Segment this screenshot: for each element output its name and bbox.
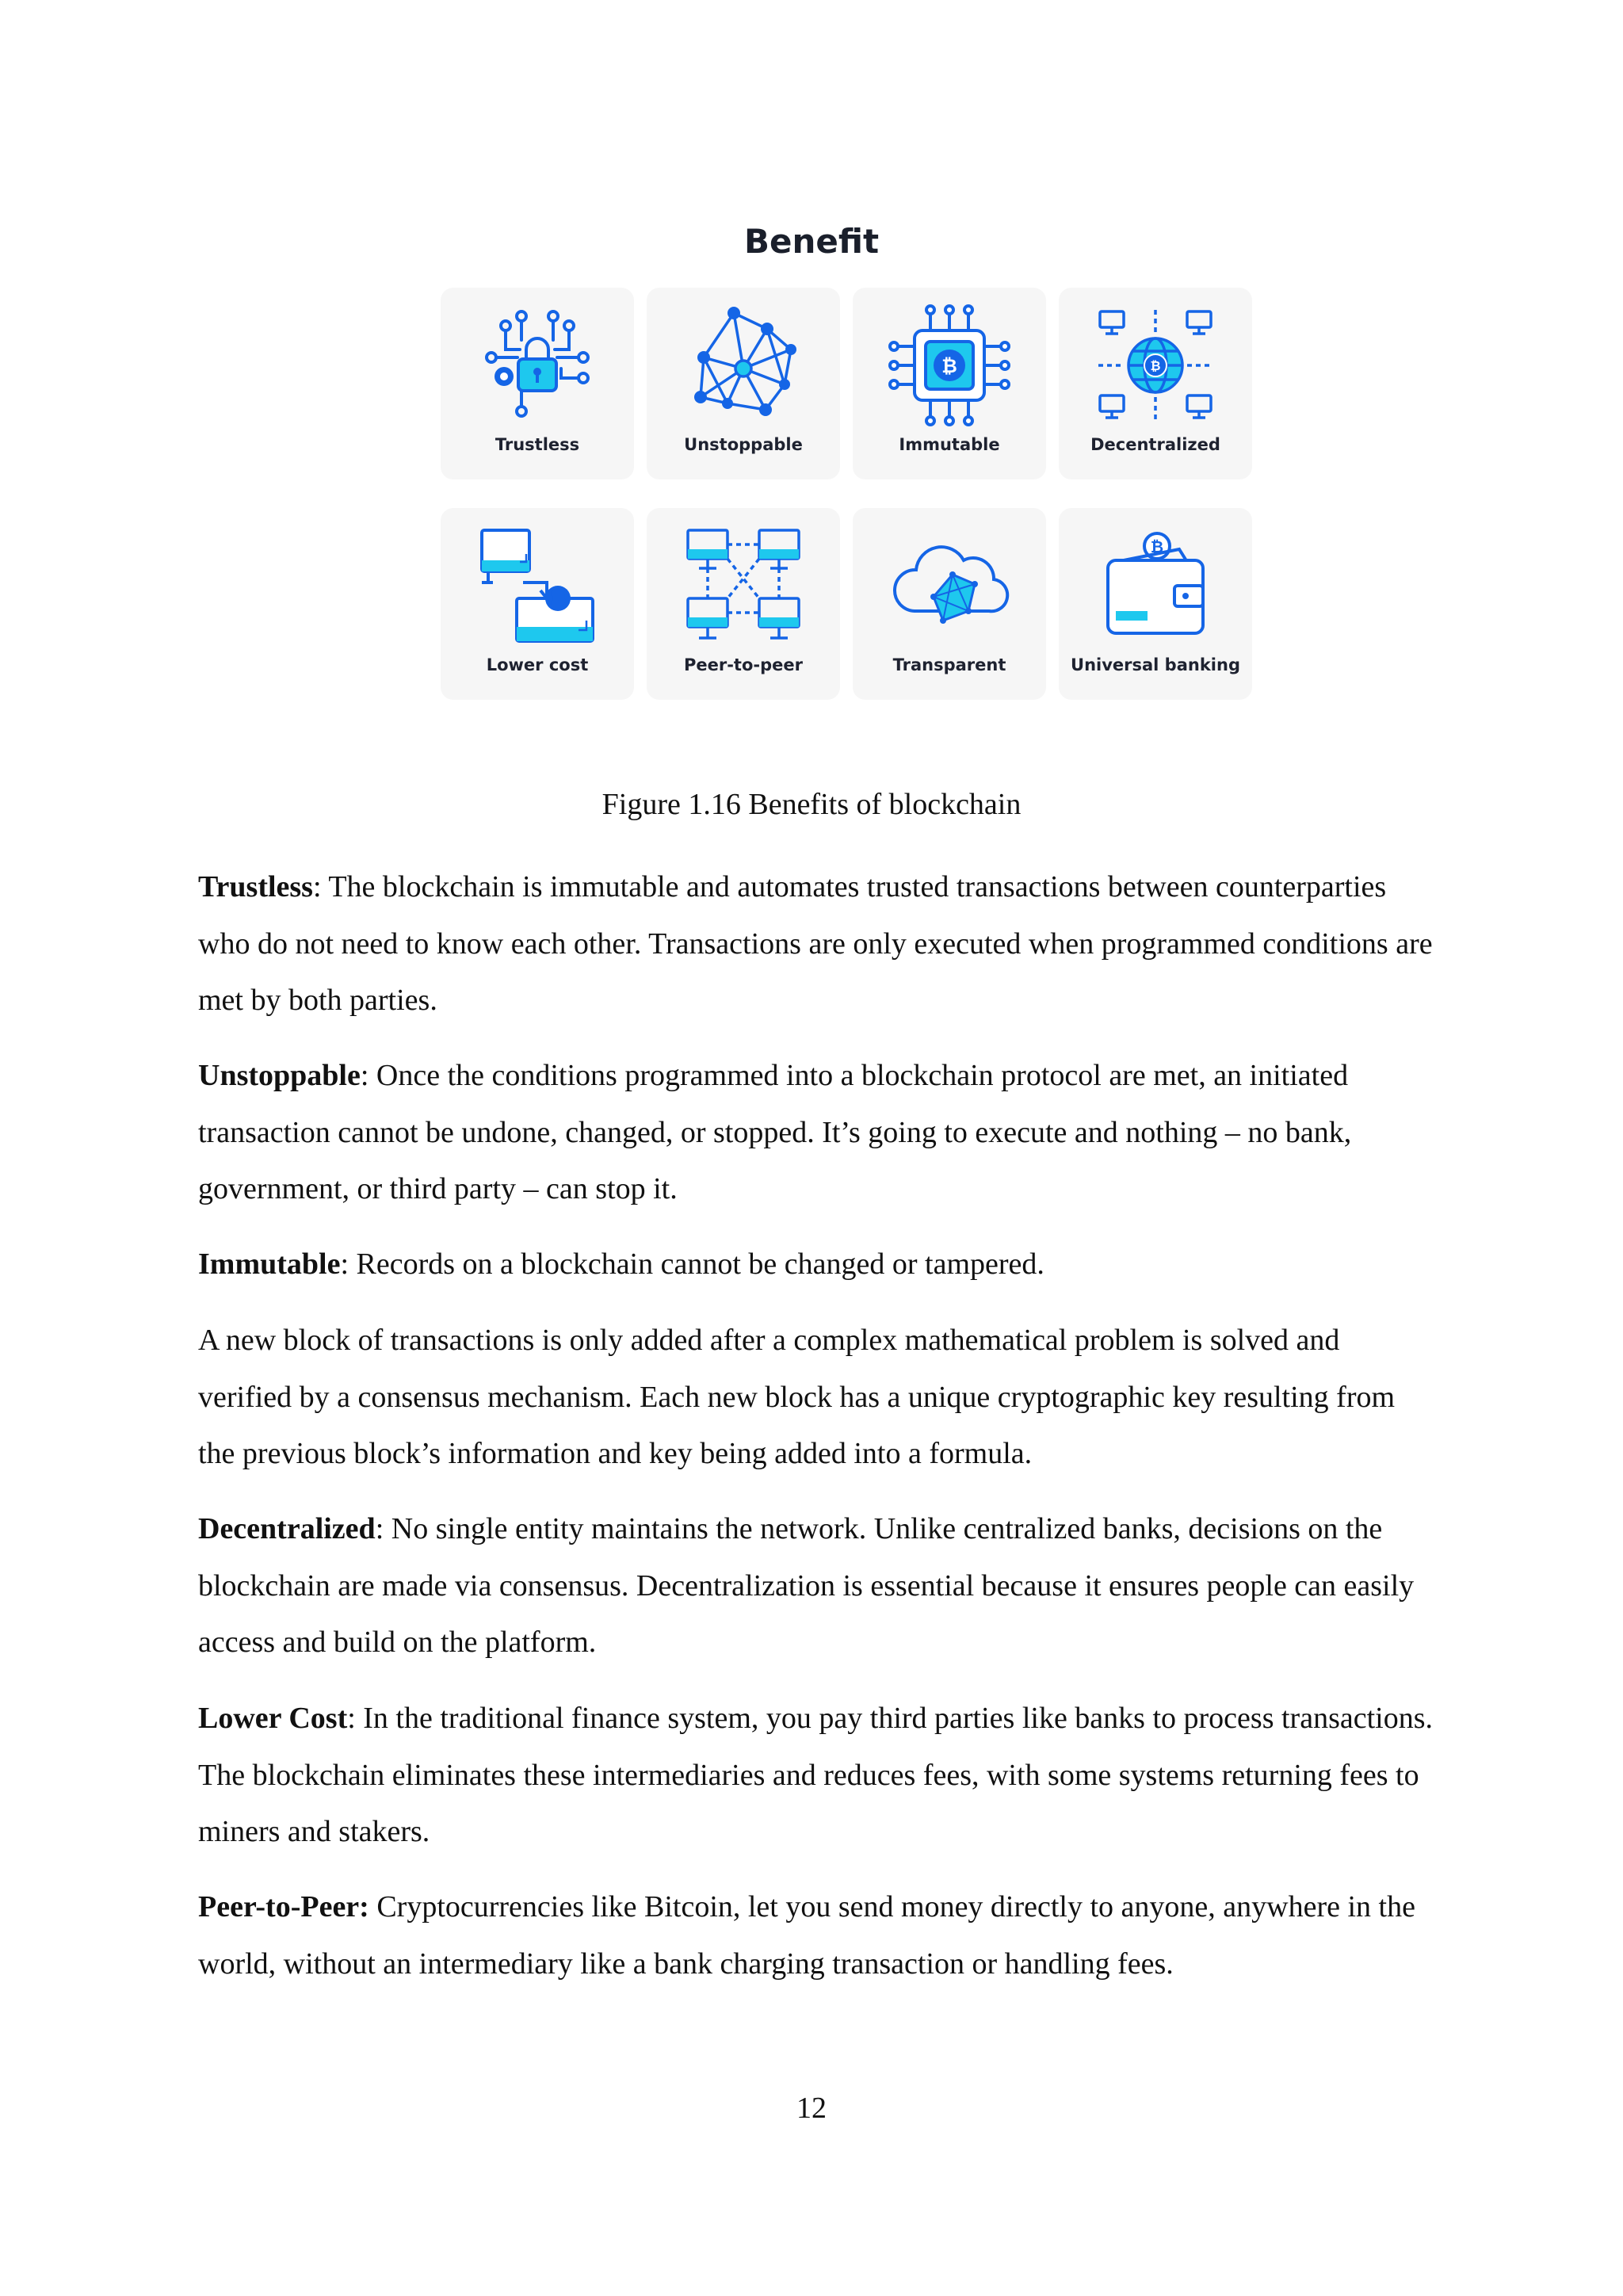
- benefit-grid: [441, 288, 1252, 700]
- paragraph-text: No single entity maintains the network. Unlike centralized banks, decisions on the blockchain are made via consensus. Decentralization is essential because it ensures people can easily access and build on the platform.: [198, 1512, 1415, 1659]
- term: Decentralized: [198, 1512, 376, 1545]
- tile-lower-cost: [441, 508, 634, 700]
- figure-title: Benefit: [743, 222, 880, 261]
- separator: :: [312, 870, 322, 904]
- paragraph-lower-cost: [198, 1690, 1434, 1861]
- paragraph-text: The blockchain is immutable and automates trusted transactions between counterparties who do not need to know each other. Transactions are only executed when programmed conditions are met by both parties.: [198, 870, 1433, 1017]
- tile-label: Transparent: [892, 655, 1006, 674]
- separator: :: [375, 1512, 384, 1545]
- tile-unstoppable: [647, 288, 840, 479]
- figure-caption: Figure 1.16 Benefits of blockchain: [601, 788, 1022, 821]
- svg-text:₿: ₿: [1150, 358, 1161, 373]
- paragraph-text: In the traditional finance system, you pay third parties like banks to process transactions. The blockchain eliminates these intermediaries and reduces fees, with some systems returning fees to miners and stakers.: [198, 1702, 1433, 1848]
- tile-peer-to-peer: [647, 508, 840, 700]
- globe-computers-icon: [1092, 302, 1219, 429]
- bitcoin-wallet-icon: [1092, 522, 1219, 649]
- peer-computers-icon: [680, 522, 807, 649]
- paragraph-text: Once the conditions programmed into a blockchain protocol are met, an initiated transaction cannot be undone, changed, or stopped. It’s going to execute and nothing – no bank, government, or third party – can stop it.: [198, 1059, 1352, 1205]
- svg-text:₿: ₿: [551, 589, 565, 608]
- lock-circuit-icon: [474, 302, 601, 429]
- tile-label: Peer-to-peer: [683, 655, 803, 674]
- paragraph-unstoppable: [198, 1048, 1434, 1218]
- tile-universal-banking: [1059, 508, 1252, 700]
- cloud-crystal-icon: [886, 522, 1013, 649]
- svg-text:₿: ₿: [1150, 537, 1164, 556]
- paragraph-immutable: [198, 1236, 1434, 1293]
- paragraph-new-block: [198, 1312, 1434, 1483]
- separator: :: [340, 1247, 349, 1281]
- tile-label: Unstoppable: [684, 435, 803, 454]
- term: Trustless: [198, 870, 313, 904]
- network-mesh-icon: [680, 302, 807, 429]
- separator: :: [360, 1059, 369, 1092]
- tile-transparent: [853, 508, 1046, 700]
- page-number: 12: [796, 2092, 827, 2125]
- term: Unstoppable: [198, 1059, 361, 1092]
- computer-transfer-icon: [474, 522, 601, 649]
- paragraph-peer-to-peer: [198, 1879, 1434, 1992]
- term: Lower Cost: [198, 1702, 348, 1735]
- term: Peer-to-Peer:: [198, 1890, 369, 1924]
- bitcoin-chip-icon: [886, 302, 1013, 429]
- paragraph-text: Records on a blockchain cannot be changed or tampered.: [349, 1247, 1044, 1281]
- tile-label: Decentralized: [1090, 435, 1220, 454]
- term: Immutable: [198, 1247, 341, 1281]
- paragraph-text: A new block of transactions is only added after a complex mathematical problem is solved and verified by a consensus mechanism. Each new block has a unique cryptographic key resulting from the previous block’s information and key being added into a formula.: [198, 1324, 1396, 1470]
- separator: :: [347, 1702, 356, 1735]
- tile-immutable: [853, 288, 1046, 479]
- paragraph-decentralized: [198, 1501, 1434, 1671]
- tile-label: Universal banking: [1071, 655, 1240, 674]
- tile-label: Immutable: [899, 435, 1000, 454]
- tile-label: Lower cost: [486, 655, 589, 674]
- svg-text:₿: ₿: [941, 355, 957, 377]
- paragraph-trustless: [198, 859, 1434, 1030]
- tile-decentralized: [1059, 288, 1252, 479]
- tile-trustless: [441, 288, 634, 479]
- tile-label: Trustless: [495, 435, 580, 454]
- paragraph-text: Cryptocurrencies like Bitcoin, let you send money directly to anyone, anywhere in the world, without an intermediary like a bank charging transaction or handling fees.: [198, 1890, 1415, 1981]
